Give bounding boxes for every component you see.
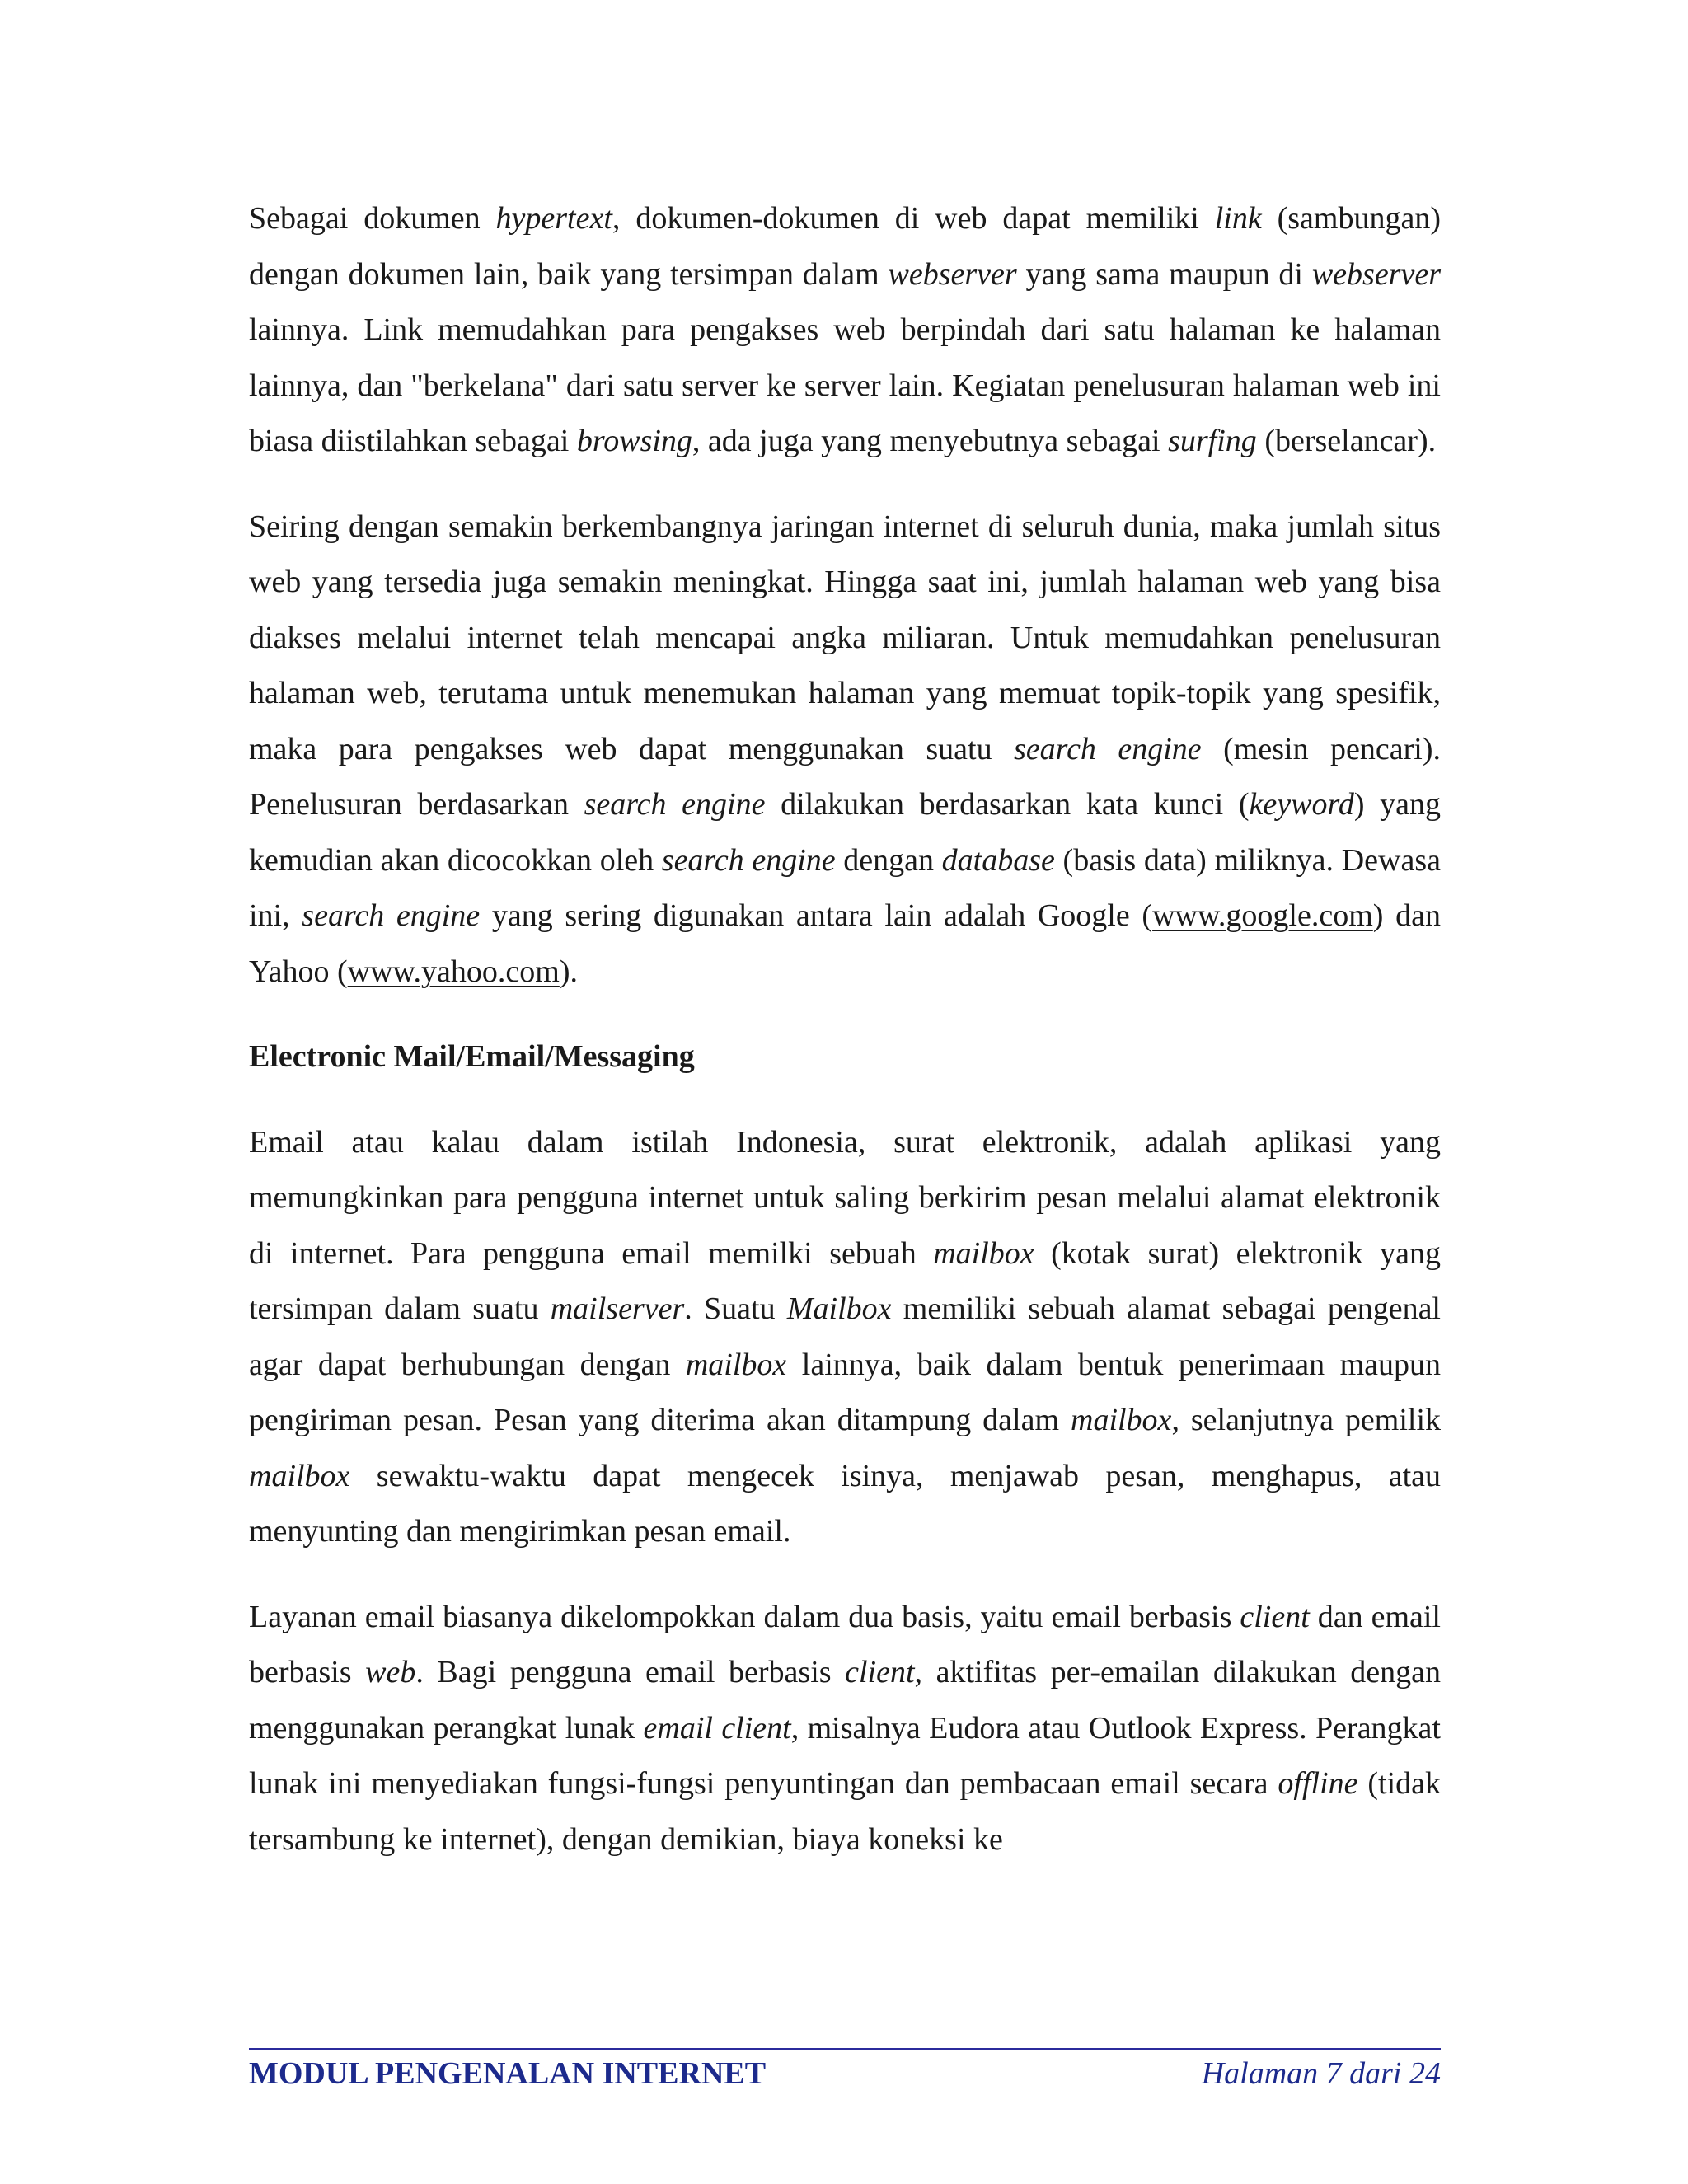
italic-term: mailbox [1071, 1403, 1172, 1437]
italic-term: web [365, 1655, 416, 1690]
italic-term: search engine [584, 787, 766, 822]
paragraph-email-types: Layanan email biasanya dikelompokkan dalam dua basis, yaitu email berbasis client dan email berbasis web. Bagi pengguna email berbasis client, aktifitas per-emailan dilakukan dengan menggunakan perangkat lunak email client, misalnya Eudora atau Outlook Express. Perangkat lunak ini menyediakan fungsi-fungsi penyuntingan dan pembacaan email secara offline (tidak tersambung ke internet), dengan demikian, biaya koneksi ke [249, 1599, 1441, 1857]
italic-term: hypertext [495, 201, 612, 236]
yahoo-link[interactable]: www.yahoo.com [347, 954, 560, 989]
italic-term: mailbox [685, 1347, 787, 1382]
italic-term: keyword [1249, 787, 1354, 822]
section-heading-email: Electronic Mail/Email/Messaging [249, 1039, 695, 1074]
paragraph-search-engine: Seiring dengan semakin berkembangnya jaringan internet di seluruh dunia, maka jumlah situs web yang tersedia juga semakin meningkat. Hingga saat ini, jumlah halaman web yang bisa diakses melalui internet telah mencapai angka miliaran. Untuk memudahkan penelusuran halaman web, terutama untuk menemukan halaman yang memuat topik-topik yang spesifik, maka para pengakses web dapat menggunakan suatu search engine (mesin pencari). Penelusuran berdasarkan search engine dilakukan berdasarkan kata kunci (keyword) yang kemudian akan dicocokkan oleh search engine dengan database (basis data) miliknya. Dewasa ini, search engine yang sering digunakan antara lain adalah Google (www.google.com) dan Yahoo (www.yahoo.com). [249, 509, 1441, 989]
footer-page-number: Halaman 7 dari 24 [1201, 2056, 1441, 2091]
italic-term: database [941, 842, 1055, 878]
italic-term: search engine [1014, 731, 1202, 766]
paragraph-email-intro: Email atau kalau dalam istilah Indonesia, surat elektronik, adalah aplikasi yang memungkinkan para pengguna internet untuk saling berkirim pesan melalui alamat elektronik di internet. Para pengguna email memilki sebuah mailbox (kotak surat) elektronik yang tersimpan dalam suatu mailserver. Suatu Mailbox memiliki sebuah alamat sebagai pengenal agar dapat berhubungan dengan mailbox lainnya, baik dalam bentuk penerimaan maupun pengiriman pesan. Pesan yang diterima akan ditampung dalam mailbox, selanjutnya pemilik mailbox sewaktu-waktu dapat mengecek isinya, menjawab pesan, menghapus, atau menyunting dan mengirimkan pesan email. [249, 1124, 1442, 1549]
italic-term: mailbox [933, 1235, 1034, 1271]
italic-term: link [1214, 201, 1262, 236]
italic-term: client [845, 1655, 915, 1690]
italic-term: Mailbox [786, 1291, 892, 1326]
document-body [249, 191, 1441, 1868]
paragraph-hypertext: Sebagai dokumen hypertext, dokumen-dokumen di web dapat memiliki link (sambungan) dengan dokumen lain, baik yang tersimpan dalam webserver yang sama maupun di webserver lainnya. Link memudahkan para pengakses web berpindah dari satu halaman ke halaman lainnya, dan "berkelana" dari satu server ke server lain. Kegiatan penelusuran halaman web ini biasa diistilahkan sebagai browsing, ada juga yang menyebutnya sebagai surfing (berselancar). [249, 201, 1441, 458]
italic-term: search engine [302, 898, 481, 933]
google-link[interactable]: www.google.com [1152, 898, 1373, 933]
italic-term: search engine [661, 842, 836, 878]
italic-term: surfing [1168, 424, 1257, 458]
italic-term: mailserver [550, 1291, 685, 1326]
italic-term: offline [1278, 1766, 1358, 1801]
italic-term: mailbox [249, 1458, 350, 1493]
italic-term: email client [643, 1710, 791, 1746]
italic-term: client [1240, 1599, 1310, 1634]
footer-module-title: MODUL PENGENALAN INTERNET [249, 2056, 767, 2091]
italic-term: webserver [1311, 256, 1441, 292]
page-footer [249, 2050, 1441, 2097]
italic-term: browsing [576, 424, 692, 458]
italic-term: webserver [888, 256, 1017, 292]
footer-divider [249, 2048, 1441, 2050]
